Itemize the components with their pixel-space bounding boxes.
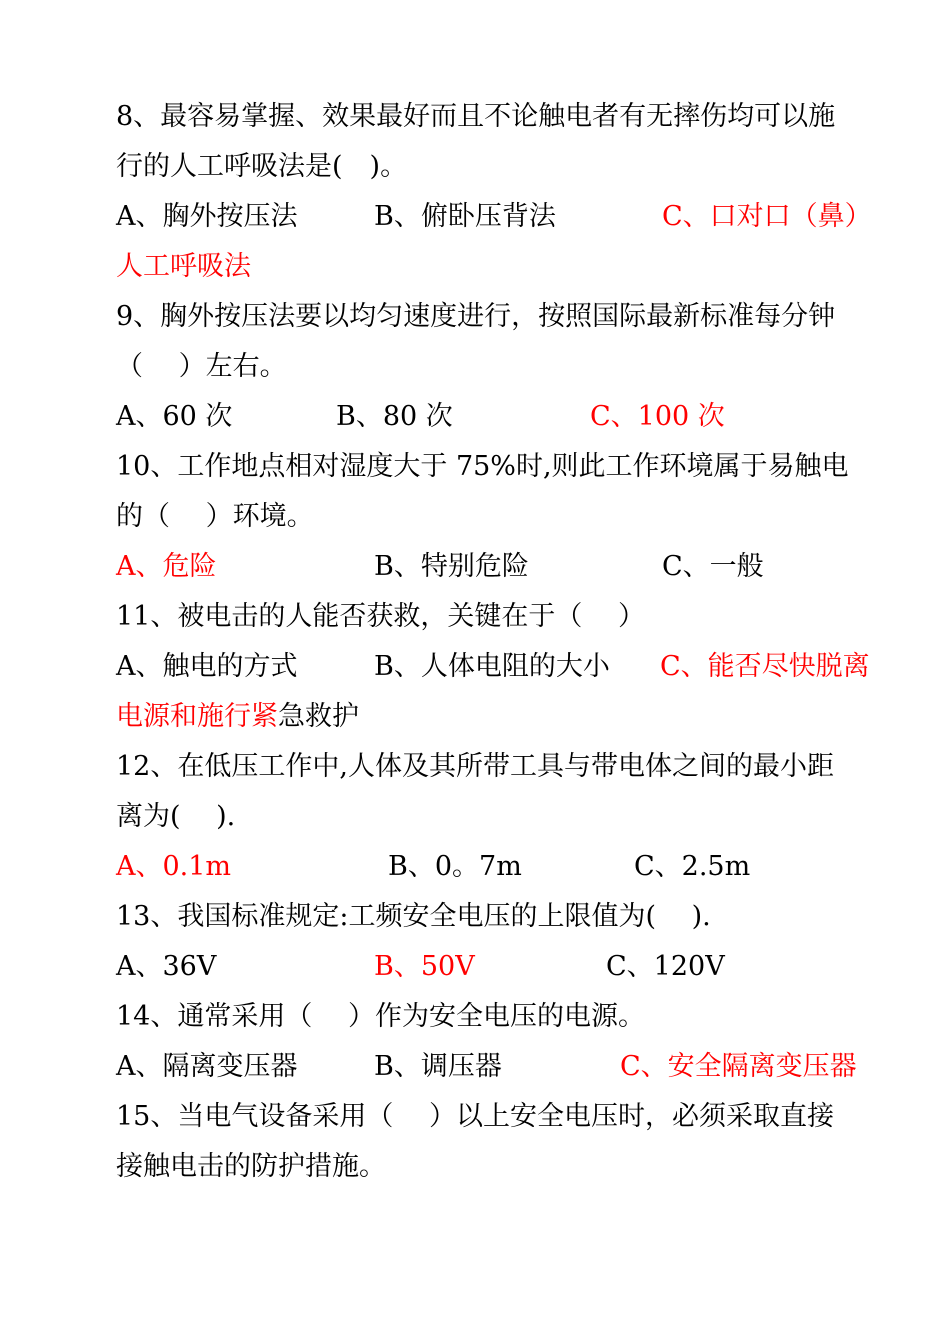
option-b: B、0。7m	[388, 851, 522, 882]
question-text: 13、我国标准规定:工频安全电压的上限值为( ).	[116, 901, 711, 932]
question-text: 离为( ).	[116, 801, 236, 832]
option-c: C、120V	[606, 951, 725, 982]
question-8-options	[116, 192, 886, 242]
question-14-options	[116, 1042, 886, 1092]
question-8-option-c-continuation	[116, 242, 886, 292]
question-14-stem-line-1	[116, 992, 886, 1042]
option-a: A、胸外按压法	[116, 201, 298, 232]
option-a: A、36V	[116, 951, 217, 982]
question-9-stem-line-2	[116, 342, 886, 392]
question-text: 14、通常采用（ ）作为安全电压的电源。	[116, 1001, 645, 1032]
question-text: 15、当电气设备采用（ ）以上安全电压时，必须采取直接	[116, 1101, 834, 1132]
option-a: A、60 次	[116, 401, 233, 432]
question-10-options	[116, 542, 886, 592]
question-11-stem-line-1	[116, 592, 886, 642]
option-c-answer: C、100 次	[590, 401, 725, 432]
option-b: B、俯卧压背法	[374, 201, 556, 232]
question-text: （ ）左右。	[116, 351, 287, 382]
question-text: 12、在低压工作中,人体及其所带工具与带电体之间的最小距	[116, 751, 834, 782]
question-12-stem-line-1	[116, 742, 886, 792]
option-a-answer: A、危险	[116, 551, 217, 582]
question-11-options	[116, 642, 886, 692]
question-8-stem-line-2	[116, 142, 886, 192]
question-text: 8、最容易掌握、效果最好而且不论触电者有无摔伤均可以施	[116, 101, 836, 132]
question-text: 10、工作地点相对湿度大于 75%时,则此工作环境属于易触电	[116, 451, 849, 482]
option-a: A、触电的方式	[116, 651, 298, 682]
question-text: 9、胸外按压法要以均匀速度进行，按照国际最新标准每分钟	[116, 301, 836, 332]
option-b-answer: B、50V	[374, 951, 475, 982]
question-11-option-c-continuation	[116, 692, 886, 742]
question-text: 行的人工呼吸法是( )。	[116, 151, 408, 182]
option-c-answer: C、能否尽快脱离	[660, 651, 870, 682]
question-12-options	[116, 842, 886, 892]
option-c-answer-cont: 人工呼吸法	[116, 251, 251, 282]
option-c-answer: C、口对口（鼻）	[662, 201, 872, 232]
option-c: C、2.5m	[634, 851, 751, 882]
option-b: B、人体电阻的大小	[374, 651, 610, 682]
question-text: 接触电击的防护措施。	[116, 1151, 386, 1182]
question-13-options	[116, 942, 886, 992]
question-15-stem-line-2	[116, 1142, 886, 1192]
option-c-answer: C、安全隔离变压器	[620, 1051, 857, 1082]
option-b: B、特别危险	[374, 551, 529, 582]
option-c: C、一般	[662, 551, 764, 582]
question-12-stem-line-2	[116, 792, 886, 842]
option-c-cont-rest: 急救护	[278, 701, 359, 732]
question-list	[116, 92, 886, 1192]
question-8-stem-line-1	[116, 92, 886, 142]
question-9-options	[116, 392, 886, 442]
question-9-stem-line-1	[116, 292, 886, 342]
option-c-answer-cont: 电源和施行紧	[116, 701, 278, 732]
option-b: B、调压器	[374, 1051, 502, 1082]
question-text: 11、被电击的人能否获救，关键在于（ ）	[116, 601, 645, 632]
question-text: 的（ ）环境。	[116, 501, 314, 532]
question-10-stem-line-1	[116, 442, 886, 492]
option-b: B、80 次	[336, 401, 453, 432]
option-a: A、隔离变压器	[116, 1051, 298, 1082]
question-13-stem-line-1	[116, 892, 886, 942]
question-10-stem-line-2	[116, 492, 886, 542]
question-15-stem-line-1	[116, 1092, 886, 1142]
option-a-answer: A、0.1m	[116, 851, 232, 882]
